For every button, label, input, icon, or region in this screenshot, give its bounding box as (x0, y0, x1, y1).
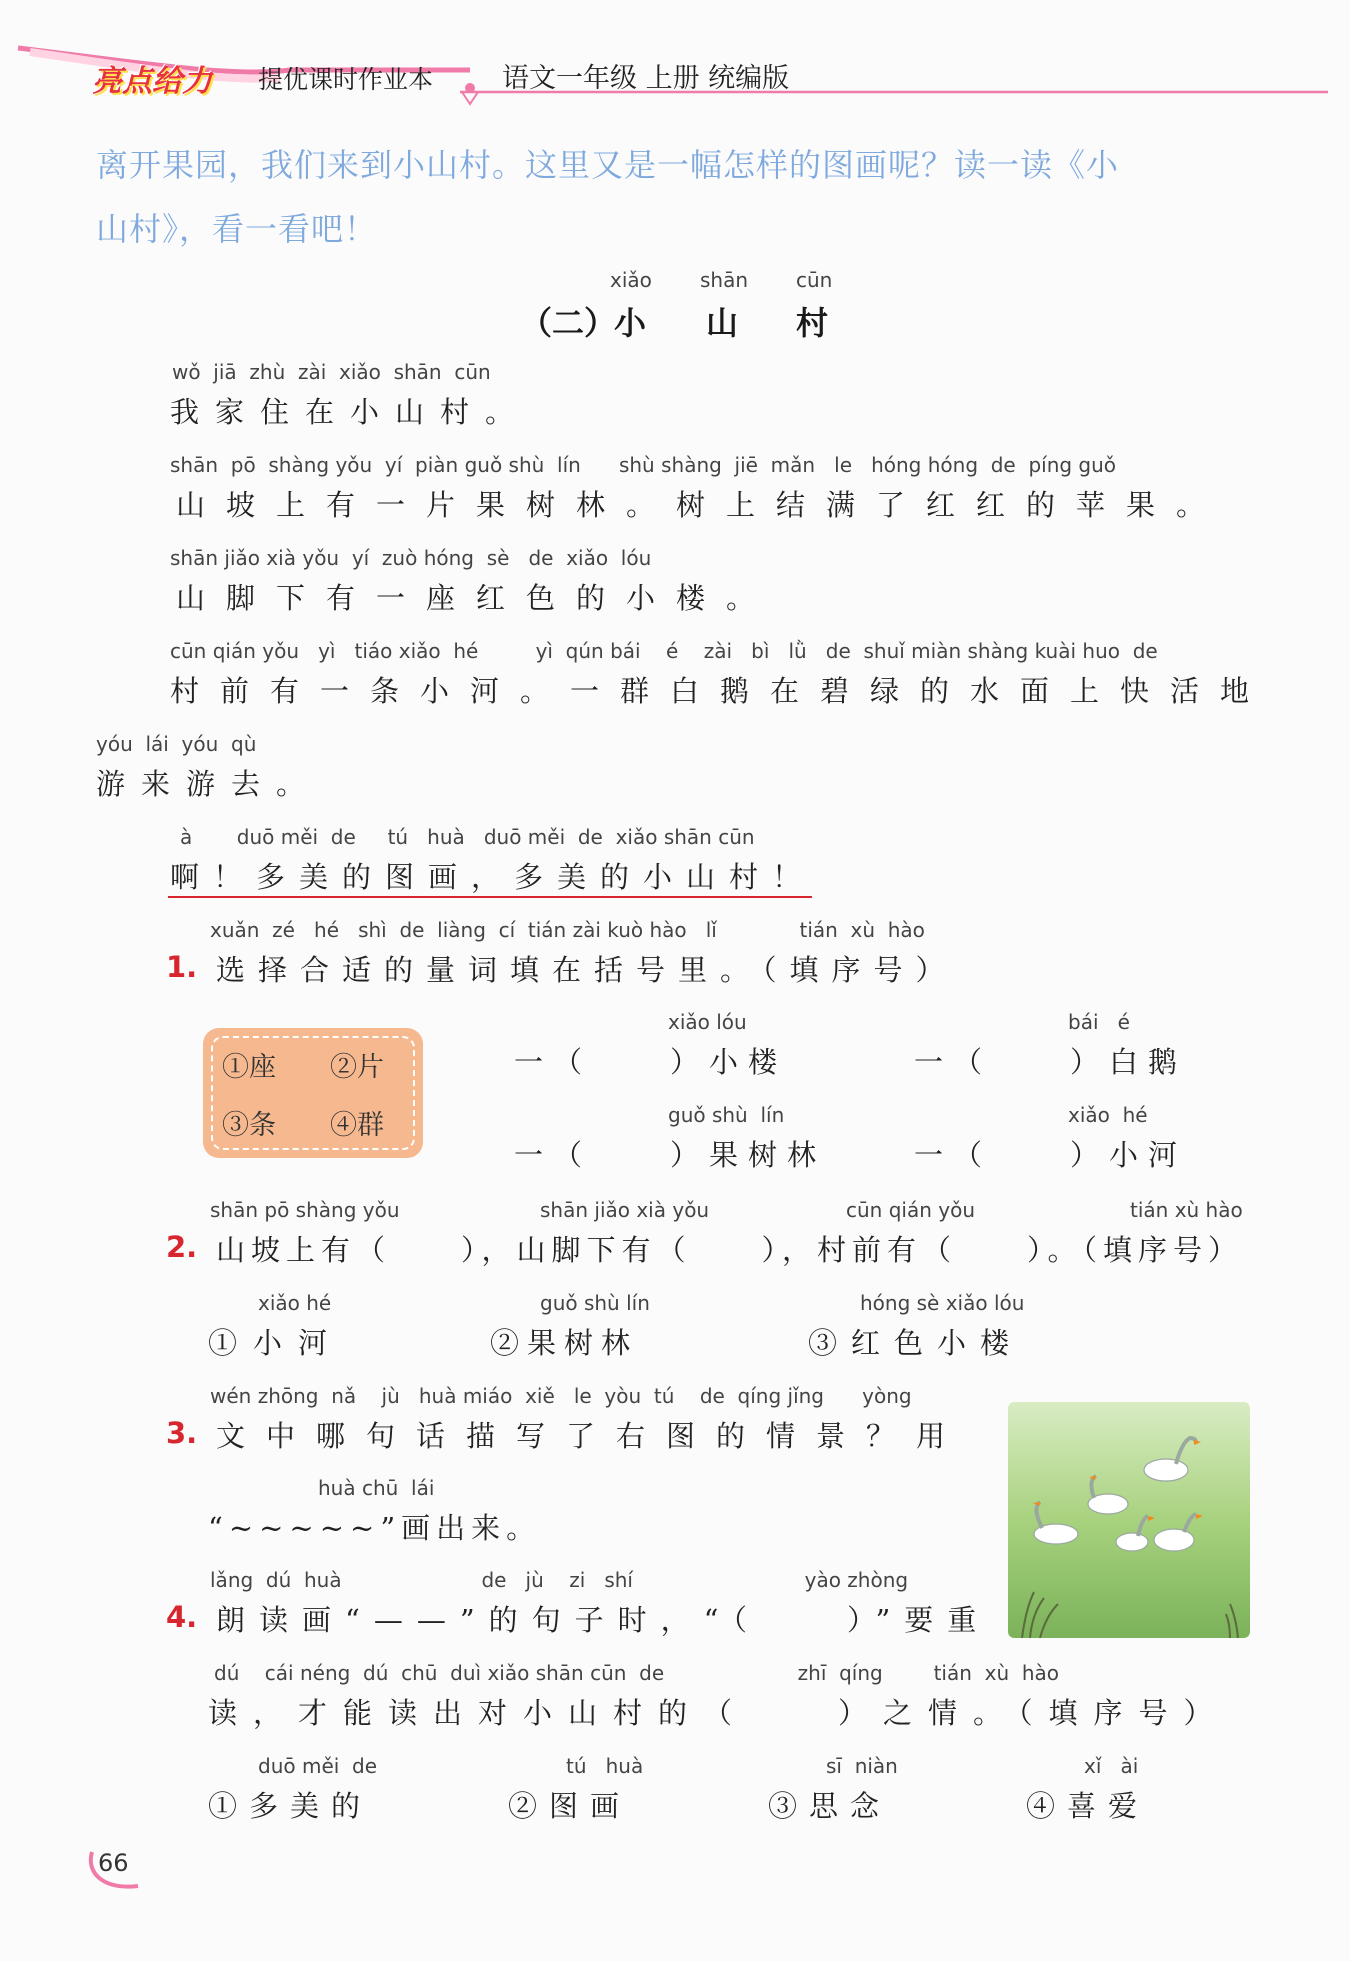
poem-line-6: 啊！多美的图画，多美的小山村！ (170, 860, 816, 894)
title-pinyin-3: cūn (796, 268, 833, 292)
q2-text[interactable]: 山坡上有（ ），山脚下有（ ），村前有（ ）。（填序号） (216, 1233, 1244, 1267)
q3-pinyin-1: wén zhōng nǎ jù huà miáo xiě le yòu tú de qíng jǐng yòng (210, 1384, 912, 1408)
poem-line-2-pinyin: shān pō shàng yǒu yí piàn guǒ shù lín shù shàng jiē mǎn le hóng hóng de píng guǒ (170, 453, 1117, 477)
q2-number: 2. (166, 1230, 198, 1264)
poem-line-5: 游来游去。 (96, 767, 322, 801)
q2-option-3: ③红色小楼 (808, 1326, 1024, 1360)
q2-option-3-pinyin: hóng sè xiǎo lóu (860, 1291, 1025, 1315)
q2-option-1-pinyin: xiǎo hé (258, 1291, 332, 1315)
q1-blank-2[interactable]: 一（ ）白鹅 (914, 1045, 1188, 1079)
q4-option-1: ①多美的 (208, 1789, 373, 1823)
poem-line-5-pinyin: yóu lái yóu qù (96, 732, 257, 756)
brand-logo: 亮点给力 (92, 64, 212, 99)
q4-option-2-pinyin: tú huà (566, 1754, 644, 1778)
title-prefix: （二） (520, 304, 617, 342)
poem-line-6-pinyin: à duō měi de tú huà duō měi de xiǎo shān cūn (180, 825, 755, 849)
poem-line-3: 山脚下有一座红色的小楼。 (176, 581, 777, 615)
poem-line-4: 村前有一条小河。一群白鹅在碧绿的水面上快活地 (170, 674, 1271, 708)
q2-pinyin-2: shān jiǎo xià yǒu (540, 1198, 710, 1222)
q4-option-3: ③思念 (768, 1789, 892, 1823)
title-char-1: 小 (614, 304, 647, 342)
q1-blank-1[interactable]: 一（ ）小楼 (514, 1045, 788, 1079)
q3-pinyin-2: huà chū lái (318, 1476, 435, 1500)
q2-pinyin-1: shān pō shàng yǒu (210, 1198, 400, 1222)
q1-blank-3[interactable]: 一（ ）果树林 (514, 1138, 827, 1172)
q1-blank-4-pinyin: xiǎo hé (1068, 1103, 1148, 1127)
q4-number: 4. (166, 1600, 198, 1634)
q3-text-2: “~~~~~”画出来。 (208, 1511, 542, 1545)
title-char-2: 山 (706, 304, 739, 342)
geese-on-pond-image (1008, 1402, 1250, 1638)
q2-pinyin-4: tián xù hào (1130, 1198, 1243, 1222)
q2-option-2-pinyin: guǒ shù lín (540, 1291, 650, 1315)
q1-blank-1-pinyin: xiǎo lóu (668, 1010, 747, 1034)
poem-line-6-underline (168, 896, 812, 898)
poem-line-1-pinyin: wǒ jiā zhù zài xiǎo shān cūn (172, 360, 491, 384)
q1-option-2: ②片 (330, 1052, 384, 1083)
q4-option-2: ②图画 (508, 1789, 632, 1823)
poem-line-2: 山坡上有一片果树林。树上结满了红红的苹果。 (176, 488, 1227, 522)
q4-option-4: ④喜爱 (1026, 1789, 1150, 1823)
q4-option-4-pinyin: xǐ ài (1084, 1754, 1139, 1778)
q4-text-2[interactable]: 读，才能读出对小山村的（ ）之情。（填序号） (208, 1696, 1229, 1730)
q1-number: 1. (166, 950, 198, 984)
q1-pinyin: xuǎn zé hé shì de liàng cí tián zài kuò hào lǐ tián xù hào (210, 918, 925, 942)
q4-text-1[interactable]: 朗读画“——”的句子时，“（ ）”要重 (216, 1603, 991, 1637)
poem-line-1: 我家住在小山村。 (170, 395, 531, 429)
book-subject: 语文一年级 上册 统编版 (502, 63, 790, 94)
title-pinyin-2: shān (700, 268, 749, 292)
q3-number: 3. (166, 1416, 198, 1450)
title-pinyin-1: xiǎo (610, 268, 652, 292)
q1-option-1: ①座 (222, 1052, 276, 1083)
q2-pinyin-3: cūn qián yǒu (846, 1198, 975, 1222)
page-number: 66 (98, 1849, 129, 1877)
q1-blank-3-pinyin: guǒ shù lín (668, 1103, 785, 1127)
title-char-3: 村 (796, 304, 829, 342)
q1-option-4: ④群 (330, 1110, 384, 1141)
q1-blank-4[interactable]: 一（ ）小河 (914, 1138, 1188, 1172)
q2-option-1: ①小河 (208, 1326, 344, 1360)
brand-subtitle: 提优课时作业本 (258, 65, 434, 94)
q4-pinyin-1: lǎng dú huà de jù zi shí yào zhòng (210, 1568, 909, 1592)
poem-line-4-pinyin: cūn qián yǒu yì tiáo xiǎo hé yì qún bái é zài bì lǜ de shuǐ miàn shàng kuài huo de (170, 639, 1158, 663)
q4-option-1-pinyin: duō měi de (258, 1754, 378, 1778)
q2-option-2: ②果树林 (490, 1326, 639, 1360)
q1-text: 选择合适的量词填在括号里。（填序号） (216, 953, 958, 987)
q4-option-3-pinyin: sī niàn (826, 1754, 898, 1778)
q1-option-3: ③条 (222, 1110, 276, 1141)
intro-line-1: 离开果园，我们来到小山村。这里又是一幅怎样的图画呢？读一读《小 (96, 146, 1120, 184)
poem-line-3-pinyin: shān jiǎo xià yǒu yí zuò hóng sè de xiǎo lóu (170, 546, 652, 570)
q1-blank-2-pinyin: bái é (1068, 1010, 1130, 1034)
intro-line-2: 山村》，看一看吧！ (96, 210, 378, 248)
q3-text-1: 文中哪句话描写了右图的情景？用 (216, 1419, 967, 1453)
q4-pinyin-2: dú cái néng dú chū duì xiǎo shān cūn de zhī qíng tián xù hào (214, 1661, 1060, 1685)
